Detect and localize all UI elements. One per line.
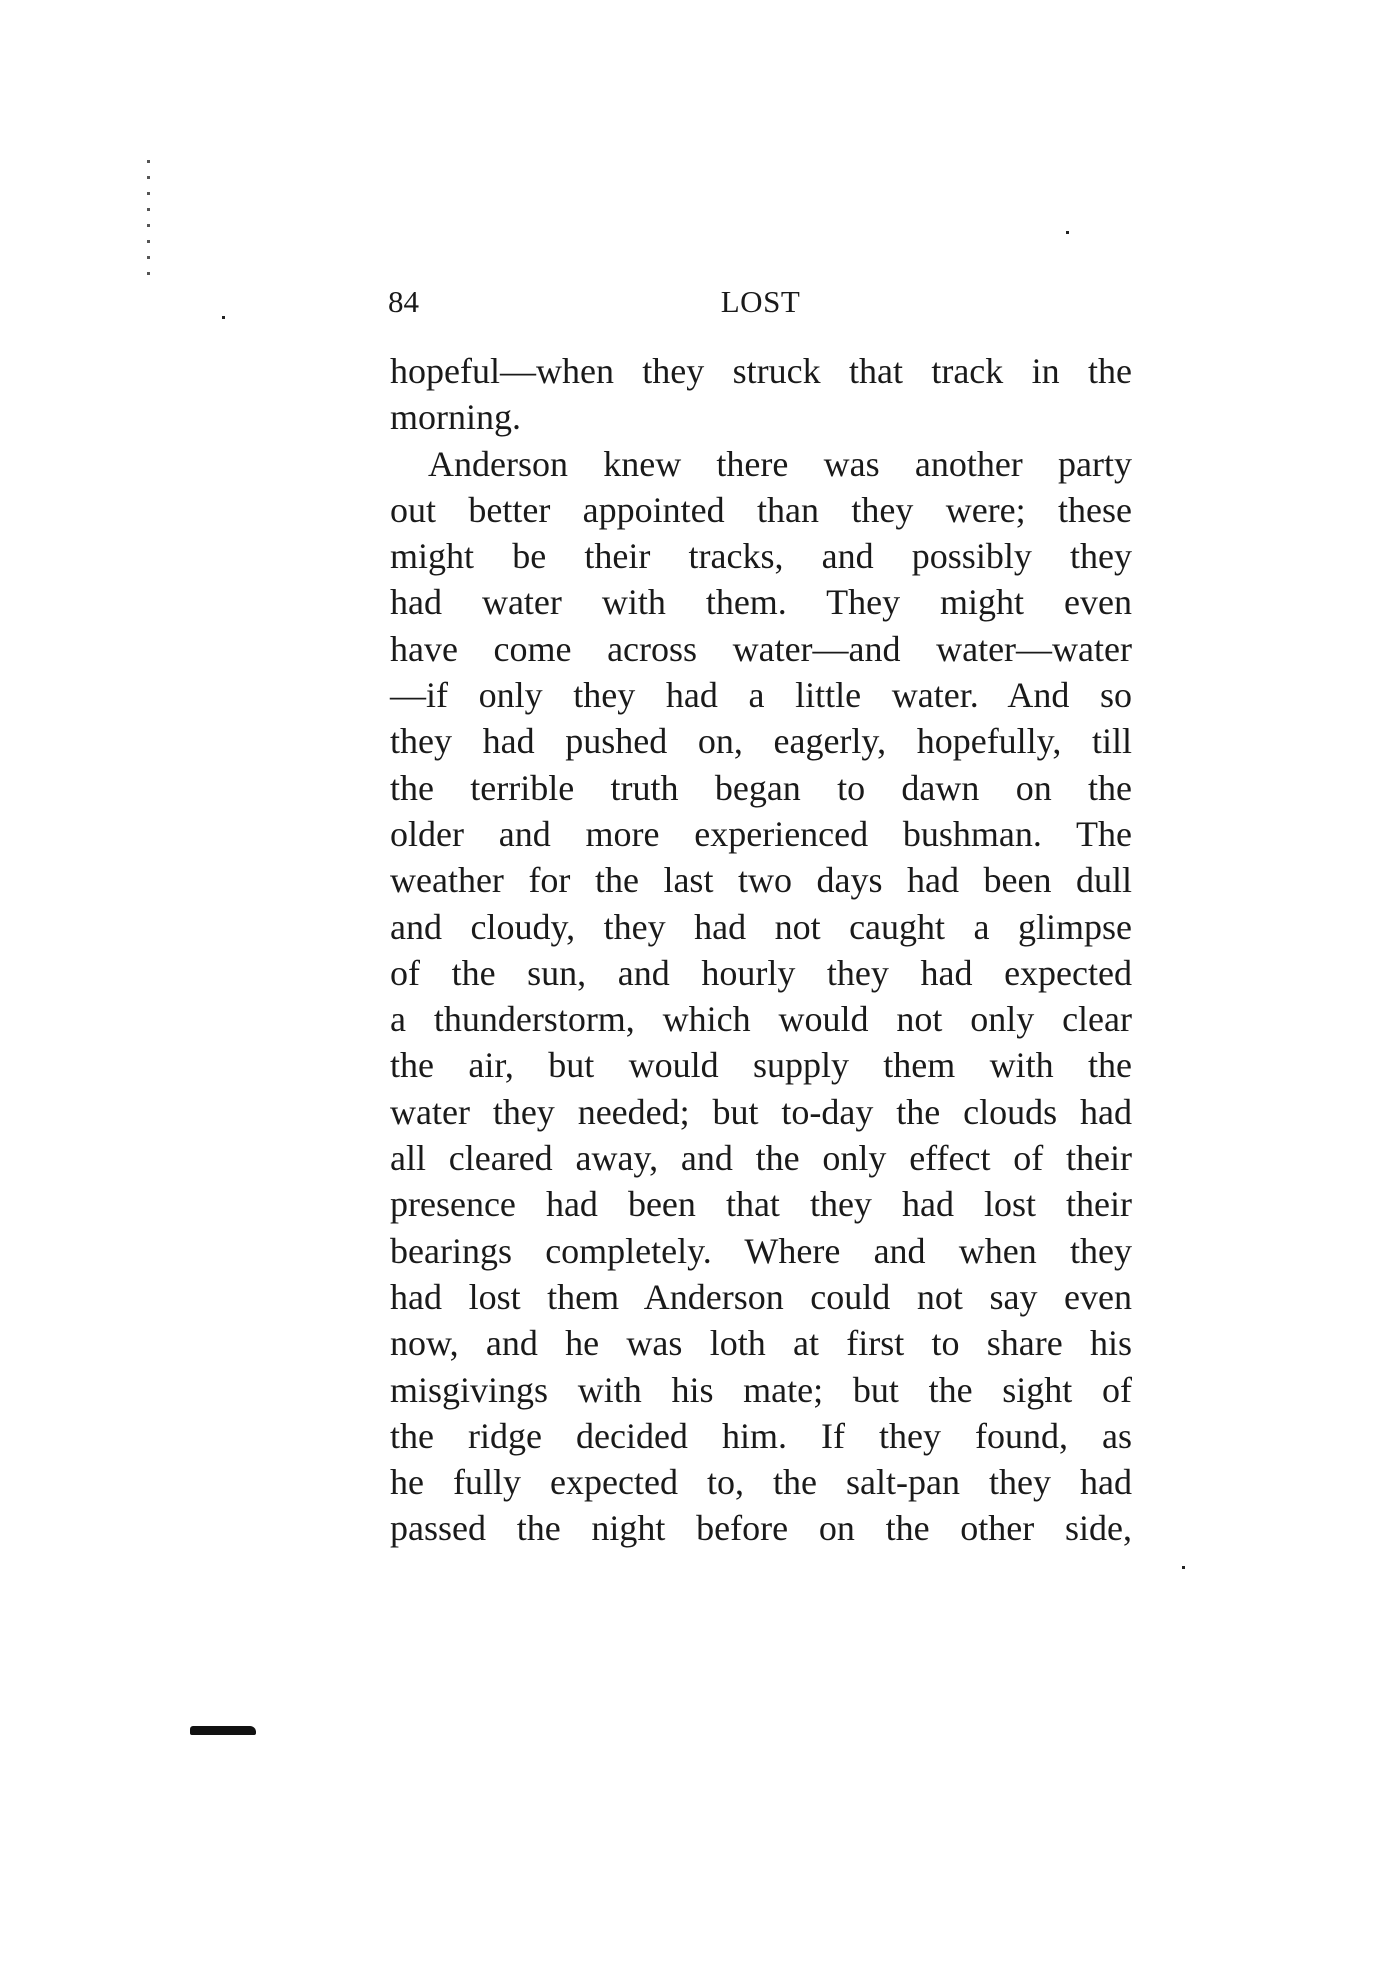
running-title: LOST: [720, 284, 801, 319]
text-line: he fully expected to, the salt-pan they had: [390, 1462, 1132, 1503]
text-line: weather for the last two days had been dull: [390, 860, 1132, 901]
scan-smudge: [190, 1726, 256, 1735]
text-line: misgivings with his mate; but the sight of: [390, 1369, 1132, 1410]
text-line: had water with them. They might even: [390, 582, 1132, 623]
scan-speck: [222, 316, 225, 319]
text-line: and cloudy, they had not caught a glimpse: [390, 906, 1132, 947]
text-line: morning.: [390, 397, 521, 438]
text-line: hopeful—when they struck that track in the: [390, 351, 1132, 391]
text-line: had lost them Anderson could not say even: [390, 1276, 1132, 1317]
text-line: older and more experienced bushman. The: [390, 813, 1132, 854]
text-line: presence had been that they had lost their: [390, 1184, 1132, 1225]
text-line: all cleared away, and the only effect of their: [390, 1138, 1132, 1179]
text-line: might be their tracks, and possibly they: [390, 536, 1132, 577]
text-line: passed the night before on the other side,: [390, 1508, 1132, 1549]
text-line: the terrible truth began to dawn on the: [390, 767, 1132, 808]
scan-speck: [1182, 1566, 1185, 1569]
text-line: the air, but would supply them with the: [390, 1045, 1132, 1086]
body-text: [390, 348, 1132, 1552]
text-line: now, and he was loth at first to share his: [390, 1323, 1132, 1364]
text-line: bearings completely. Where and when they: [390, 1230, 1132, 1271]
page-number: 84: [388, 284, 419, 319]
text-line: out better appointed than they were; these: [390, 489, 1132, 530]
scan-edge-dots: [147, 160, 150, 275]
text-line: water they needed; but to-day the clouds had: [390, 1091, 1132, 1132]
text-line: the ridge decided him. If they found, as: [390, 1415, 1132, 1456]
text-line: have come across water—and water—water: [390, 628, 1132, 669]
running-head: [388, 278, 1133, 326]
scan-speck: [1066, 231, 1069, 234]
text-line: of the sun, and hourly they had expected: [390, 952, 1132, 993]
text-line: —if only they had a little water. And so: [390, 675, 1132, 716]
text-line: they had pushed on, eagerly, hopefully, till: [390, 721, 1132, 762]
text-line: Anderson knew there was another party: [428, 443, 1132, 484]
text-line: a thunderstorm, which would not only clear: [390, 999, 1132, 1040]
